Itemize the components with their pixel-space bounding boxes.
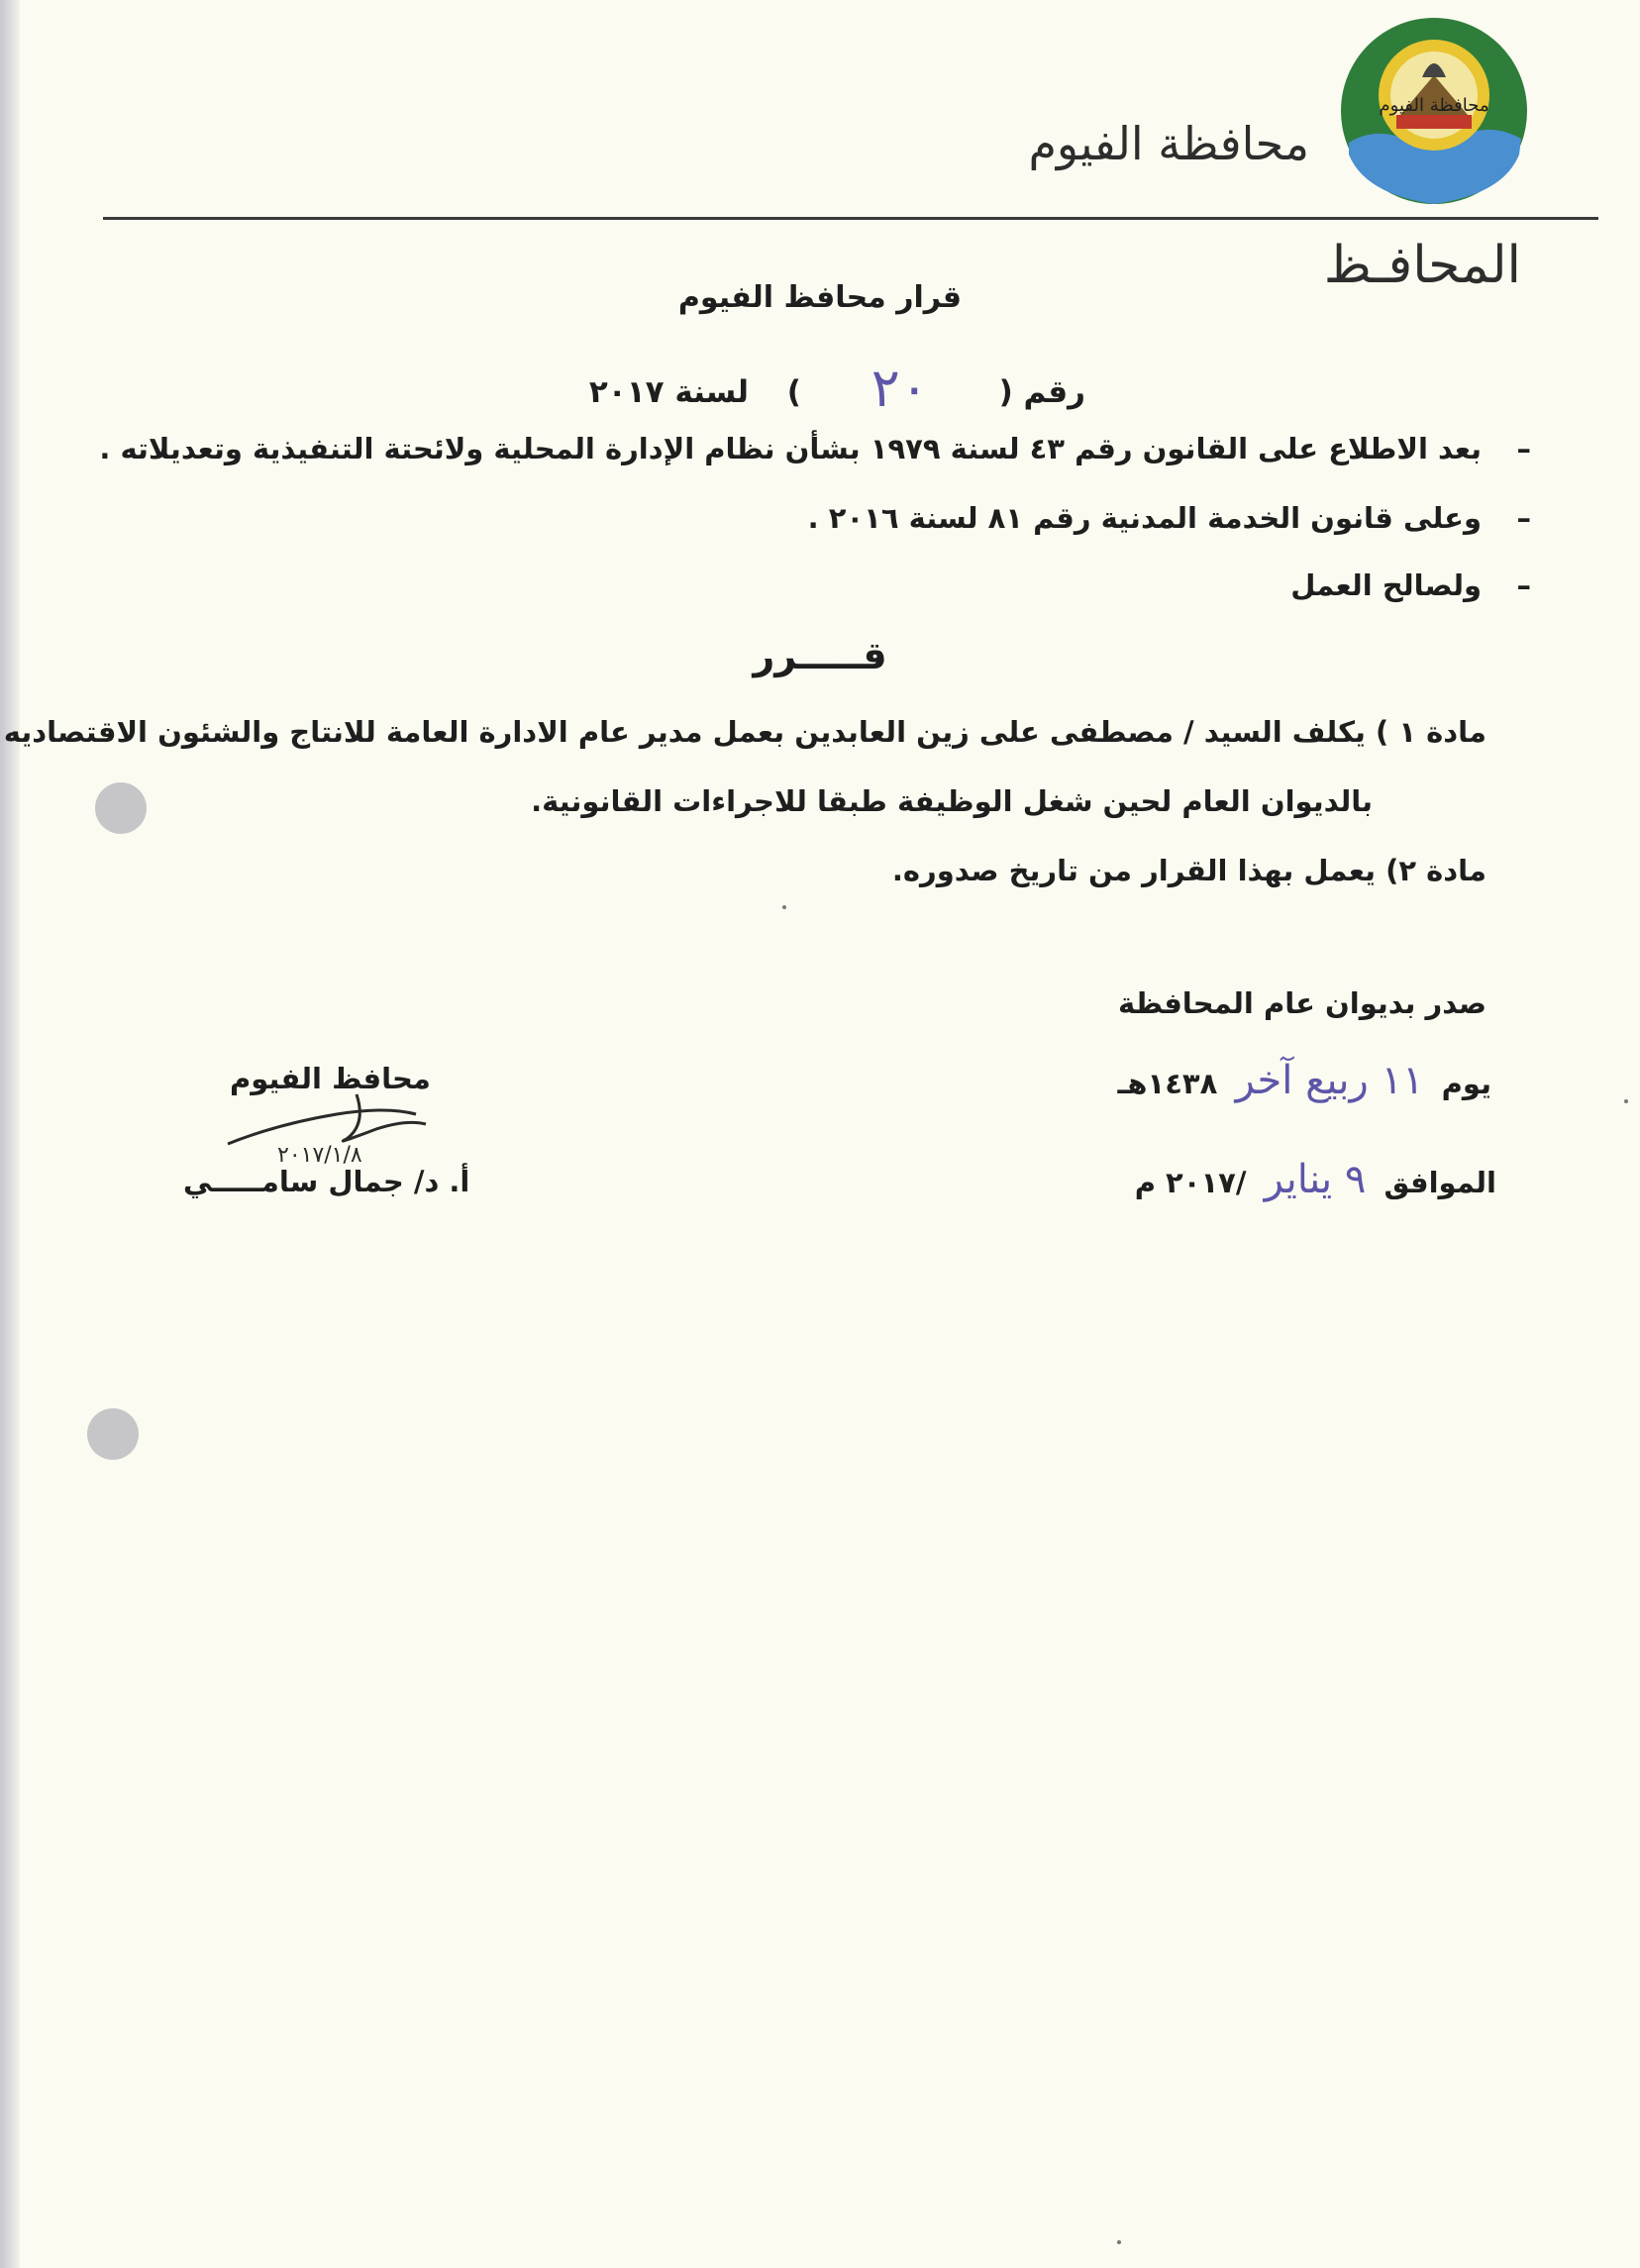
scan-speck [782, 905, 786, 909]
handwritten-signature [218, 1084, 456, 1164]
decree-title: قرار محافظ الفيوم [677, 280, 963, 315]
issued-at: صدر بديوان عام المحافظة [1117, 986, 1486, 1020]
greg-handwritten: ٩ يناير [1264, 1157, 1367, 1202]
preamble-text: وعلى قانون الخدمة المدنية رقم ٨١ لسنة ٢٠١٦ . [807, 501, 1482, 535]
scan-speck [1624, 1099, 1628, 1103]
emblem-label: محافظة الفيوم [1379, 95, 1489, 116]
number-label: رقم ( [998, 374, 1085, 410]
greg-label: الموافق [1384, 1166, 1496, 1199]
hijri-handwritten: ١١ ربيع آخر [1235, 1058, 1424, 1103]
scan-speck [1117, 2240, 1121, 2244]
bullet-dash: – [1516, 432, 1531, 465]
decree-number-line [588, 353, 1085, 419]
governorate-emblem [1335, 16, 1533, 210]
preamble-item [808, 501, 1531, 535]
punch-hole-lower [87, 1408, 139, 1460]
organization-name: محافظة الفيوم [1028, 117, 1309, 170]
decree-number: ٢٠ [871, 357, 929, 419]
preamble-item [1290, 568, 1531, 602]
number-close: ) [786, 374, 801, 410]
article-1-line-1: مادة ١ ) يكلف السيد / مصطفى على زين العابدين بعمل مدير عام الادارة العامة للانتاج والشئون الاقتصاديه [3, 715, 1486, 749]
scan-edge [0, 0, 20, 2268]
signatory-name: أ. د/ جمال سامـــــي [183, 1165, 470, 1198]
day-label: يوم [1441, 1067, 1491, 1100]
signatory-title: محافظ الفيوم [230, 1062, 431, 1095]
signature-date: ٢٠١٧/١/٨ [277, 1143, 362, 1164]
gregorian-date-line [1135, 1157, 1496, 1202]
decree-year: لسنة ٢٠١٧ [588, 374, 749, 410]
preamble-item [99, 432, 1531, 465]
decision-heading: قـــــرر [753, 634, 887, 677]
bullet-dash: – [1516, 501, 1531, 535]
hijri-year: ١٤٣٨هـ [1117, 1067, 1218, 1100]
hijri-date-line [1117, 1058, 1491, 1103]
greg-year: /٢٠١٧ م [1134, 1166, 1247, 1199]
preamble-text: ولصالح العمل [1290, 568, 1482, 602]
header-divider [103, 217, 1598, 220]
article-2: مادة ٢) يعمل بهذا القرار من تاريخ صدوره. [891, 854, 1486, 887]
article-1-line-2: بالديوان العام لحين شغل الوظيفة طبقا للاجراءات القانونية. [531, 784, 1373, 818]
bullet-dash: – [1516, 568, 1531, 602]
punch-hole-upper [95, 782, 147, 834]
preamble-text: بعد الاطلاع على القانون رقم ٤٣ لسنة ١٩٧٩ بشأن نظام الإدارة المحلية ولائحتة التنفيذية وتعديلاته . [99, 432, 1482, 465]
office-title: المحافـظ [1323, 236, 1521, 295]
